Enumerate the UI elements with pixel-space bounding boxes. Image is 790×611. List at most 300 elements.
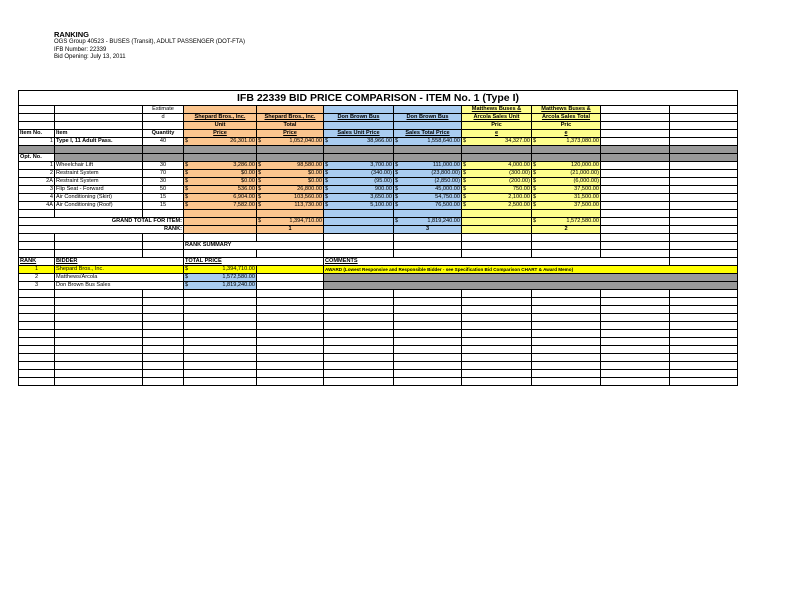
dollar-sign: $ — [395, 218, 399, 224]
dollar-sign: $ — [185, 162, 189, 168]
option-row — [19, 186, 738, 194]
grand-total-mat — [532, 218, 601, 226]
blank-cell — [532, 306, 601, 314]
blank-row — [19, 314, 738, 322]
blank-cell — [462, 354, 532, 362]
option-no: 3 — [19, 186, 55, 194]
spacer-row — [19, 210, 738, 218]
blank-cell — [19, 370, 55, 378]
blank-cell — [55, 346, 143, 354]
option-mat-total-value: 120,000.00 — [571, 162, 599, 168]
grand-total-shep — [257, 218, 324, 226]
bid-opening-line: Bid Opening: July 13, 2011 — [54, 54, 126, 60]
blank-cell — [55, 362, 143, 370]
dollar-sign: $ — [463, 186, 467, 192]
comparison-table — [18, 90, 738, 386]
blank-row — [19, 290, 738, 298]
blank-cell — [257, 282, 324, 290]
blank-row — [19, 330, 738, 338]
summary-bidder: Shepard Bros., Inc. — [55, 266, 184, 274]
grand-total-don-value: 1,819,240.00 — [427, 218, 460, 224]
blank-cell — [143, 250, 184, 258]
option-shep-total — [257, 194, 324, 202]
dollar-sign: $ — [185, 170, 189, 176]
blank-cell — [462, 378, 532, 386]
blank-cell — [670, 162, 738, 170]
blank-cell — [394, 378, 462, 386]
blank-cell — [55, 234, 143, 242]
blank-cell — [532, 378, 601, 386]
col-head-don-total-3: Sales Total Price — [394, 130, 462, 138]
dollar-sign: $ — [185, 202, 189, 208]
blank-cell — [257, 346, 324, 354]
summary-total-value: 1,819,240.00 — [222, 282, 255, 288]
blank-cell — [257, 330, 324, 338]
blank-cell — [324, 250, 394, 258]
dollar-sign: $ — [185, 186, 189, 192]
blank-cell — [19, 250, 55, 258]
dollar-sign: $ — [395, 178, 399, 184]
blank-cell — [324, 298, 394, 306]
option-mat-total — [532, 186, 601, 194]
blank-cell — [19, 338, 55, 346]
option-don-unit — [324, 194, 394, 202]
col-head-quantity: Quantity — [143, 130, 184, 138]
blank-cell — [601, 314, 670, 322]
blank-cell — [143, 322, 184, 330]
dollar-sign: $ — [533, 138, 537, 144]
blank-cell — [670, 346, 738, 354]
blank-cell — [55, 370, 143, 378]
option-qty: 30 — [143, 162, 184, 170]
blank-cell — [324, 338, 394, 346]
blank-cell — [462, 322, 532, 330]
dollar-sign: $ — [185, 138, 189, 144]
col-head-shep-unit: Shepard Bros., Inc. — [184, 114, 257, 122]
summary-head-comments: COMMENTS — [324, 258, 670, 266]
blank-cell — [601, 338, 670, 346]
blank-cell — [19, 330, 55, 338]
blank-cell — [143, 290, 184, 298]
blank-cell — [324, 330, 394, 338]
blank-cell — [257, 378, 324, 386]
col-head-don-unit: Don Brown Bus — [324, 114, 394, 122]
dollar-sign: $ — [395, 138, 399, 144]
blank-cell — [601, 298, 670, 306]
option-qty: 15 — [143, 194, 184, 202]
summary-row — [19, 282, 738, 290]
option-qty: 30 — [143, 178, 184, 186]
dollar-sign: $ — [325, 138, 329, 144]
option-mat-unit — [462, 162, 532, 170]
col-head-mat-total-3: Pric — [532, 122, 601, 130]
blank-cell — [184, 218, 257, 226]
summary-row — [19, 266, 738, 274]
option-don-unit — [324, 178, 394, 186]
dollar-sign: $ — [463, 170, 467, 176]
blank-cell — [601, 250, 670, 258]
option-shep-unit — [184, 178, 257, 186]
rank-mat: 2 — [532, 226, 601, 234]
col-head-shep-unit-2: Unit — [184, 122, 257, 130]
blank-cell — [462, 210, 532, 218]
main-item-row — [19, 138, 738, 146]
dollar-sign: $ — [258, 186, 262, 192]
blank-cell — [184, 330, 257, 338]
dollar-sign: $ — [395, 202, 399, 208]
blank-cell — [324, 378, 394, 386]
opt-no-label: Opt. No. — [19, 154, 55, 162]
option-mat-unit — [462, 194, 532, 202]
summary-row — [19, 274, 738, 282]
blank-cell — [394, 290, 462, 298]
option-don-total-value: 45,000.00 — [435, 186, 460, 192]
blank-cell — [55, 298, 143, 306]
main-mat-total: 1,373,080.00 — [566, 138, 599, 144]
blank-cell — [19, 290, 55, 298]
blank-cell — [670, 234, 738, 242]
blank-cell — [257, 250, 324, 258]
blank-cell — [184, 370, 257, 378]
dollar-sign: $ — [185, 194, 189, 200]
option-row — [19, 170, 738, 178]
option-name: Restraint System — [55, 170, 143, 178]
blank-cell — [394, 242, 462, 250]
blank-cell — [532, 242, 601, 250]
blank-cell — [670, 322, 738, 330]
option-don-total-value: 54,750.00 — [435, 194, 460, 200]
blank-cell — [601, 202, 670, 210]
blank-cell — [143, 330, 184, 338]
blank-cell — [143, 362, 184, 370]
summary-rank: 3 — [19, 282, 55, 290]
col-head-estimated-2: d — [143, 114, 184, 122]
blank-cell — [462, 362, 532, 370]
dollar-sign: $ — [533, 178, 537, 184]
blank-cell — [257, 298, 324, 306]
bid-comparison-sheet — [18, 90, 738, 386]
blank-cell — [184, 354, 257, 362]
summary-comment — [324, 282, 738, 290]
blank-cell — [184, 234, 257, 242]
option-shep-total — [257, 178, 324, 186]
blank-cell — [462, 234, 532, 242]
dollar-sign: $ — [463, 162, 467, 168]
option-shep-total — [257, 202, 324, 210]
blank-cell — [257, 314, 324, 322]
blank-cell — [184, 362, 257, 370]
blank-cell — [257, 274, 324, 282]
blank-cell — [532, 338, 601, 346]
blank-cell — [394, 250, 462, 258]
main-item-qty: 40 — [143, 138, 184, 146]
blank-cell — [462, 218, 532, 226]
option-shep-unit — [184, 186, 257, 194]
option-shep-total-value: 26,800.00 — [297, 186, 322, 192]
col-head-don-unit-3: Sales Unit Price — [324, 130, 394, 138]
blank-cell — [394, 234, 462, 242]
main-item-no: 1 — [19, 138, 55, 146]
blank-cell — [532, 362, 601, 370]
blank-cell — [394, 314, 462, 322]
dollar-sign: $ — [185, 266, 189, 272]
blank-cell — [670, 354, 738, 362]
blank-cell — [324, 210, 394, 218]
blank-cell — [601, 194, 670, 202]
blank-cell — [670, 202, 738, 210]
option-don-total — [394, 178, 462, 186]
dollar-sign: $ — [463, 194, 467, 200]
blank-cell — [257, 370, 324, 378]
option-shep-total-value: 113,730.00 — [294, 202, 322, 208]
dollar-sign: $ — [258, 202, 262, 208]
dollar-sign: $ — [325, 170, 329, 176]
option-don-unit — [324, 162, 394, 170]
option-shep-unit — [184, 162, 257, 170]
blank-cell — [394, 210, 462, 218]
blank-row — [19, 306, 738, 314]
dollar-sign: $ — [533, 202, 537, 208]
option-name: Restraint System — [55, 178, 143, 186]
col-head-don-total: Don Brown Bus — [394, 114, 462, 122]
blank-cell — [143, 298, 184, 306]
option-don-total-value: (2,850.00) — [434, 178, 460, 184]
col-head-shep-total-2: Total — [257, 122, 324, 130]
blank-cell — [462, 226, 532, 234]
option-no: 1 — [19, 162, 55, 170]
option-mat-total-value: 31,500.00 — [574, 194, 599, 200]
rank-label: RANK: — [19, 226, 184, 234]
option-qty: 50 — [143, 186, 184, 194]
blank-cell — [257, 338, 324, 346]
option-shep-total-value: $0.00 — [308, 170, 322, 176]
blank-cell — [601, 186, 670, 194]
option-mat-unit — [462, 186, 532, 194]
gray-band — [19, 146, 738, 154]
blank-cell — [462, 250, 532, 258]
main-item-name: Type I, 11 Adult Pass. — [55, 138, 143, 146]
dollar-sign: $ — [258, 218, 262, 224]
dollar-sign: $ — [533, 162, 537, 168]
summary-head-row — [19, 258, 738, 266]
option-mat-total-value: (21,000.00) — [570, 170, 599, 176]
blank-cell — [670, 226, 738, 234]
blank-cell — [143, 210, 184, 218]
group-line: OGS Group 40523 - BUSES (Transit), ADULT PASSENGER (DOT-FTA) — [54, 39, 246, 45]
col-head-item: Item — [55, 130, 143, 138]
blank-row — [19, 362, 738, 370]
blank-cell — [257, 266, 324, 274]
blank-cell — [143, 354, 184, 362]
main-don-unit: 38,966.00 — [367, 138, 392, 144]
option-don-unit — [324, 170, 394, 178]
option-mat-unit — [462, 202, 532, 210]
summary-total — [184, 282, 257, 290]
main-mat-unit: 34,327.00 — [505, 138, 530, 144]
grand-total-shep-value: 1,394,710.00 — [289, 218, 322, 224]
blank-cell — [184, 290, 257, 298]
blank-cell — [19, 354, 55, 362]
blank-cell — [143, 378, 184, 386]
blank-row — [19, 298, 738, 306]
summary-comment — [324, 274, 738, 282]
blank-cell — [532, 330, 601, 338]
summary-total-value: 1,572,580.00 — [222, 274, 255, 280]
option-qty: 70 — [143, 170, 184, 178]
dollar-sign: $ — [463, 178, 467, 184]
rank-don: 3 — [394, 226, 462, 234]
blank-cell — [670, 218, 738, 226]
summary-rank: 1 — [19, 266, 55, 274]
col-head-estimated: Estimate — [143, 106, 184, 114]
col-head-item-no: Item No. — [19, 130, 55, 138]
option-don-total — [394, 170, 462, 178]
ifb-number-line: IFB Number: 22339 — [54, 46, 107, 53]
dollar-sign: $ — [325, 194, 329, 200]
blank-cell — [55, 242, 143, 250]
blank-cell — [19, 306, 55, 314]
option-don-unit-value: 900.00 — [374, 186, 392, 192]
blank-cell — [324, 242, 394, 250]
option-no: 4A — [19, 202, 55, 210]
option-mat-total-value: (6,000.00) — [573, 178, 599, 184]
blank-cell — [324, 322, 394, 330]
option-don-unit-value: 3,700.00 — [370, 162, 392, 168]
blank-cell — [324, 362, 394, 370]
blank-row — [19, 354, 738, 362]
option-mat-total — [532, 170, 601, 178]
blank-cell — [19, 298, 55, 306]
blank-cell — [601, 290, 670, 298]
blank-cell — [19, 314, 55, 322]
blank-cell — [670, 314, 738, 322]
blank-cell — [324, 234, 394, 242]
blank-cell — [143, 242, 184, 250]
blank-cell — [462, 346, 532, 354]
blank-cell — [394, 338, 462, 346]
dollar-sign: $ — [258, 194, 262, 200]
dollar-sign: $ — [533, 186, 537, 192]
blank-cell — [670, 362, 738, 370]
blank-cell — [143, 370, 184, 378]
rank-summary-row — [19, 242, 738, 250]
blank-cell — [184, 338, 257, 346]
blank-cell — [601, 234, 670, 242]
option-shep-unit-value: 7,582.00 — [233, 202, 255, 208]
grand-total-label: GRAND TOTAL FOR ITEM: — [19, 218, 184, 226]
summary-bidder: Matthews/Arcola — [55, 274, 184, 282]
dollar-sign: $ — [185, 178, 189, 184]
blank-cell — [601, 226, 670, 234]
blank-cell — [601, 218, 670, 226]
blank-cell — [394, 346, 462, 354]
blank-cell — [462, 298, 532, 306]
blank-cell — [184, 346, 257, 354]
blank-cell — [324, 218, 394, 226]
blank-cell — [55, 338, 143, 346]
blank-cell — [55, 314, 143, 322]
blank-cell — [184, 378, 257, 386]
option-name: Wheelchair Lift — [55, 162, 143, 170]
option-name: Air Conditioning (Skirt) — [55, 194, 143, 202]
blank-cell — [324, 290, 394, 298]
blank-cell — [324, 346, 394, 354]
blank-cell — [670, 210, 738, 218]
summary-total — [184, 266, 257, 274]
rank-shep: 1 — [257, 226, 324, 234]
option-don-total-value: (23,800.00) — [431, 170, 460, 176]
dollar-sign: $ — [258, 178, 262, 184]
dollar-sign: $ — [325, 202, 329, 208]
option-mat-unit-value: 2,100.00 — [508, 194, 530, 200]
blank-cell — [532, 210, 601, 218]
blank-cell — [257, 234, 324, 242]
dollar-sign: $ — [395, 194, 399, 200]
option-mat-total-value: 37,500.00 — [574, 202, 599, 208]
dollar-sign: $ — [325, 178, 329, 184]
blank-cell — [462, 290, 532, 298]
option-mat-unit-value: (200.00) — [509, 178, 530, 184]
blank-cell — [601, 178, 670, 186]
blank-cell — [184, 298, 257, 306]
blank-cell — [532, 354, 601, 362]
option-shep-total — [257, 170, 324, 178]
option-shep-unit-value: 3,286.00 — [233, 162, 255, 168]
blank-cell — [257, 290, 324, 298]
blank-row — [19, 338, 738, 346]
blank-cell — [670, 194, 738, 202]
option-mat-unit-value: 750.00 — [512, 186, 530, 192]
blank-cell — [394, 370, 462, 378]
blank-cell — [532, 234, 601, 242]
option-don-unit-value: 5,100.00 — [370, 202, 392, 208]
blank-cell — [19, 346, 55, 354]
blank-cell — [462, 242, 532, 250]
blank-cell — [670, 290, 738, 298]
blank-cell — [143, 346, 184, 354]
option-mat-unit-value: 4,000.00 — [508, 162, 530, 168]
col-head-mat-total: Matthews Buses & — [532, 106, 601, 114]
blank-cell — [601, 378, 670, 386]
option-row — [19, 194, 738, 202]
blank-cell — [601, 346, 670, 354]
option-row — [19, 178, 738, 186]
blank-cell — [532, 346, 601, 354]
blank-cell — [257, 210, 324, 218]
option-don-total — [394, 186, 462, 194]
main-shep-total: 1,052,040.00 — [289, 138, 322, 144]
blank-cell — [55, 354, 143, 362]
option-mat-unit-value: 2,500.00 — [508, 202, 530, 208]
col-head-shep-total-3: Price — [257, 130, 324, 138]
option-mat-total — [532, 178, 601, 186]
option-shep-total-value: 98,580.00 — [297, 162, 322, 168]
option-don-total — [394, 162, 462, 170]
blank-cell — [257, 362, 324, 370]
blank-cell — [394, 330, 462, 338]
blank-cell — [601, 306, 670, 314]
option-don-total-value: 111,000.00 — [432, 162, 460, 168]
dollar-sign: $ — [258, 162, 262, 168]
blank-cell — [601, 242, 670, 250]
dollar-sign: $ — [463, 138, 467, 144]
grand-total-mat-value: 1,572,580.00 — [566, 218, 599, 224]
col-head-mat-unit-3: Pric — [462, 122, 532, 130]
col-head-shep-total: Shepard Bros., Inc. — [257, 114, 324, 122]
summary-head-total: TOTAL PRICE — [184, 258, 324, 266]
option-shep-unit — [184, 202, 257, 210]
main-shep-unit: 26,301.00 — [230, 138, 255, 144]
